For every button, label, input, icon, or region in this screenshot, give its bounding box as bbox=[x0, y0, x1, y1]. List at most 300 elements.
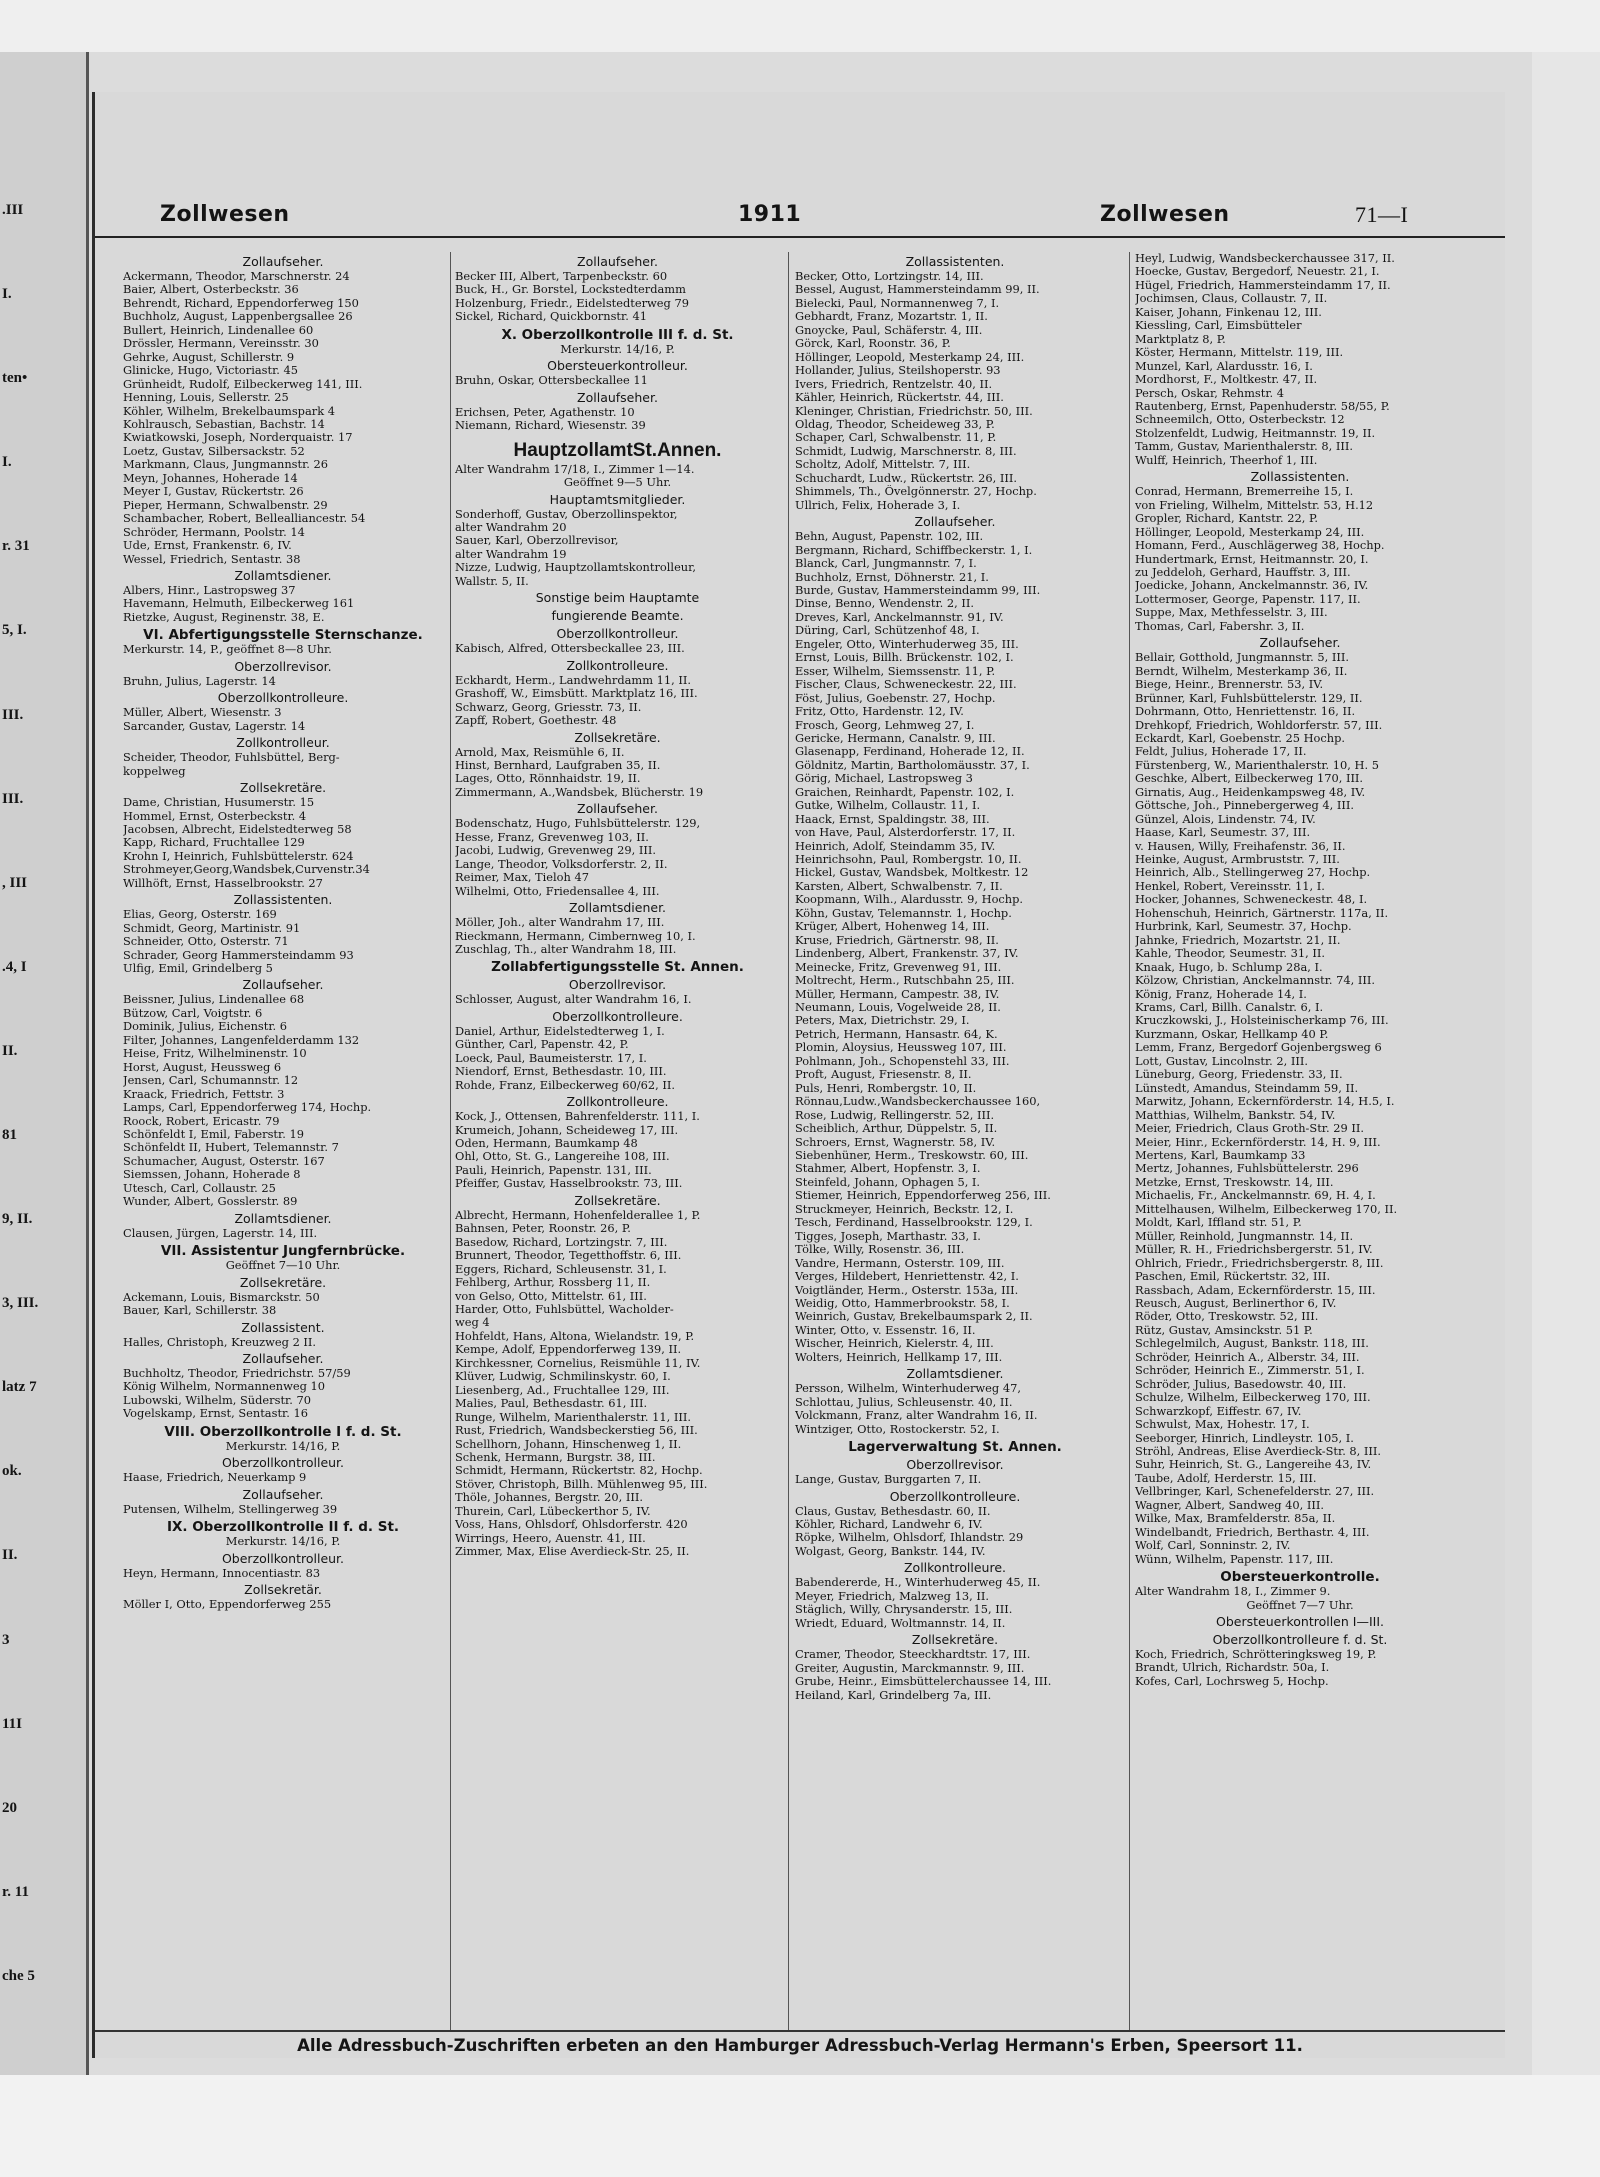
directory-entry: Hoecke, Gustav, Bergedorf, Neuestr. 21, I. bbox=[1135, 265, 1380, 279]
directory-entry: Jahnke, Friedrich, Mozartstr. 21, II. bbox=[1135, 933, 1341, 947]
directory-entry: Marwitz, Johann, Eckernförderstr. 14, H.5, I. bbox=[1135, 1095, 1395, 1109]
rank-heading: Oberzollkontrolleur. bbox=[556, 626, 679, 642]
directory-entry: Kleninger, Christian, Friedrichstr. 50, III. bbox=[795, 404, 1033, 418]
previous-page-fragment: latz 7 bbox=[2, 1379, 37, 1396]
directory-entry: Hundertmark, Ernst, Heitmannstr. 20, I. bbox=[1135, 552, 1369, 566]
directory-entry: Müller, R. H., Friedrichsbergerstr. 51, IV. bbox=[1135, 1243, 1373, 1257]
directory-entry: Wilhelmi, Otto, Friedensallee 4, III. bbox=[455, 884, 660, 898]
section-heading: X. Oberzollkontrolle III f. d. St. bbox=[501, 326, 734, 343]
directory-column-1 bbox=[123, 252, 443, 2032]
rank-heading: Zollkontrolleure. bbox=[566, 1094, 669, 1110]
rank-heading: Zollamtsdiener. bbox=[234, 1210, 332, 1226]
directory-entry: Plomin, Aloysius, Heussweg 107, III. bbox=[795, 1041, 1007, 1055]
directory-entry: Schrader, Georg Hammersteindamm 93 bbox=[123, 948, 354, 962]
directory-entry: Zimmermann, A.,Wandsbek, Blücherstr. 19 bbox=[455, 785, 704, 799]
directory-entry: Runge, Wilhelm, Marienthalerstr. 11, III. bbox=[455, 1410, 691, 1424]
previous-page-fragment: , III bbox=[2, 874, 28, 891]
directory-entry: Hommel, Ernst, Osterbeckstr. 4 bbox=[123, 809, 307, 823]
directory-entry: Kölzow, Christian, Anckelmannstr. 74, III. bbox=[1135, 974, 1375, 988]
directory-entry: Blanck, Carl, Jungmannstr. 7, I. bbox=[795, 557, 977, 571]
directory-entry: Ohl, Otto, St. G., Langereihe 108, III. bbox=[455, 1150, 670, 1164]
directory-entry: Munzel, Karl, Alardusstr. 16, I. bbox=[1135, 359, 1313, 373]
directory-column-3 bbox=[795, 252, 1115, 2032]
directory-entry: Pieper, Hermann, Schwalbenstr. 29 bbox=[123, 498, 328, 512]
directory-entry: v. Hausen, Willy, Freihafenstr. 36, II. bbox=[1135, 839, 1346, 853]
directory-entry: Wünn, Wilhelm, Papenstr. 117, III. bbox=[1135, 1552, 1334, 1566]
directory-entry: Marktplatz 8, P. bbox=[1135, 332, 1226, 346]
directory-entry: Lindenberg, Albert, Frankenstr. 37, IV. bbox=[795, 947, 1019, 961]
directory-entry: Buchholz, Ernst, Döhnerstr. 21, I. bbox=[795, 570, 989, 584]
directory-entry: Kurzmann, Oskar, Hellkamp 40 P. bbox=[1135, 1027, 1329, 1041]
directory-entry: Buchholtz, Theodor, Friedrichstr. 57/59 bbox=[123, 1367, 351, 1380]
directory-entry: Behrendt, Richard, Eppendorferweg 150 bbox=[123, 296, 359, 310]
directory-entry: Drehkopf, Friedrich, Wohldorferstr. 57, III. bbox=[1135, 718, 1383, 732]
directory-entry: Haase, Karl, Seumestr. 37, III. bbox=[1135, 826, 1311, 840]
directory-entry: Persch, Oskar, Rehmstr. 4 bbox=[1135, 386, 1285, 400]
directory-entry: Meier, Friedrich, Claus Groth-Str. 29 II. bbox=[1135, 1122, 1364, 1136]
office-hours: Geöffnet 7—10 Uhr. bbox=[225, 1258, 341, 1273]
directory-entry: Meier, Hinr., Eckernförderstr. 14, H. 9, III. bbox=[1135, 1135, 1381, 1149]
section-heading: Lagerverwaltung St. Annen. bbox=[848, 1439, 1062, 1456]
directory-entry: Neumann, Louis, Vogelweide 28, II. bbox=[795, 1001, 1001, 1015]
directory-entry: Drössler, Hermann, Vereinsstr. 30 bbox=[123, 337, 319, 351]
directory-entry: Alter Wandrahm 18, I., Zimmer 9. bbox=[1135, 1585, 1331, 1599]
directory-entry: Merkurstr. 14, P., geöffnet 8—8 Uhr. bbox=[123, 643, 332, 657]
directory-entry: Köhn, Gustav, Telemannstr. 1, Hochp. bbox=[795, 906, 1012, 920]
directory-entry: Lubowski, Wilhelm, Süderstr. 70 bbox=[123, 1393, 311, 1407]
directory-entry: Vellbringer, Karl, Schenefelderstr. 27, III. bbox=[1135, 1485, 1375, 1499]
directory-entry: Havemann, Helmuth, Eilbeckerweg 161 bbox=[123, 597, 355, 611]
header-section-left: Zollwesen bbox=[160, 202, 290, 227]
directory-entry: Wessel, Friedrich, Sentastr. 38 bbox=[123, 552, 301, 566]
directory-entry: Röpke, Wilhelm, Ohlsdorf, Ihlandstr. 29 bbox=[795, 1531, 1024, 1545]
directory-entry: Voigtländer, Herm., Osterstr. 153a, III. bbox=[795, 1283, 1019, 1297]
directory-entry: Zimmer, Max, Elise Averdieck-Str. 25, II. bbox=[455, 1545, 690, 1559]
rank-heading: Zollaufseher. bbox=[1259, 635, 1341, 651]
rank-heading: Oberzollrevisor. bbox=[906, 1457, 1004, 1473]
section-heading: VI. Abfertigungsstelle Sternschanze. bbox=[143, 627, 423, 644]
directory-entry: Schlottau, Julius, Schleusenstr. 40, II. bbox=[795, 1395, 1013, 1409]
directory-entry: Nizze, Ludwig, Hauptzollamtskontrolleur, bbox=[455, 561, 696, 575]
directory-entry: Suppe, Max, Methfesselstr. 3, III. bbox=[1135, 606, 1328, 620]
directory-entry: Vandre, Hermann, Osterstr. 109, III. bbox=[795, 1256, 1005, 1270]
directory-entry: Burde, Gustav, Hammersteindamm 99, III. bbox=[795, 583, 1041, 597]
directory-entry: Fehlberg, Arthur, Rossberg 11, II. bbox=[455, 1276, 651, 1290]
header-year: 1911 bbox=[738, 202, 802, 227]
directory-entry: Metzke, Ernst, Treskowstr. 14, III. bbox=[1135, 1175, 1334, 1189]
rank-heading: Zollassistenten. bbox=[905, 254, 1005, 269]
directory-entry: Steinfeld, Johann, Ophagen 5, I. bbox=[795, 1175, 981, 1189]
directory-entry: Proft, August, Friesenstr. 8, II. bbox=[795, 1068, 972, 1082]
office-hours: Geöffnet 7—7 Uhr. bbox=[1246, 1597, 1354, 1612]
previous-page-fragment: 3 bbox=[2, 1631, 10, 1648]
rank-heading: Oberzollkontrolleure f. d. St. bbox=[1212, 1631, 1388, 1647]
directory-entry: Lamps, Carl, Eppendorferweg 174, Hochp. bbox=[123, 1101, 372, 1115]
previous-page-fragment: III. bbox=[2, 706, 24, 723]
rank-heading: Zollaufseher. bbox=[242, 1351, 324, 1366]
directory-entry: Hurbrink, Karl, Seumestr. 37, Hochp. bbox=[1135, 920, 1352, 934]
rank-heading: Oberzollkontrolleur. bbox=[221, 1455, 345, 1471]
directory-entry: Wriedt, Eduard, Woltmannstr. 14, II. bbox=[795, 1616, 1006, 1630]
directory-entry: Hocker, Johannes, Schweneckestr. 48, I. bbox=[1135, 893, 1368, 907]
directory-entry: Gebhardt, Franz, Mozartstr. 1, II. bbox=[795, 310, 988, 324]
directory-entry: Daniel, Arthur, Eidelstedterweg 1, I. bbox=[455, 1024, 665, 1038]
directory-entry: Haack, Ernst, Spaldingstr. 38, III. bbox=[795, 812, 990, 826]
directory-entry: Schönfeldt I, Emil, Faberstr. 19 bbox=[123, 1128, 304, 1142]
directory-entry: Kiessling, Carl, Eimsbütteler bbox=[1135, 319, 1302, 333]
directory-entry: Schwarz, Georg, Griesstr. 73, II. bbox=[455, 700, 642, 714]
directory-entry: Kähler, Heinrich, Rückertstr. 44, III. bbox=[795, 391, 1004, 405]
directory-entry: Weinrich, Gustav, Brekelbaumspark 2, II. bbox=[795, 1310, 1033, 1324]
directory-entry: Karsten, Albert, Schwalbenstr. 7, II. bbox=[795, 879, 1003, 893]
directory-entry: Graichen, Reinhardt, Papenstr. 102, I. bbox=[795, 785, 1015, 799]
directory-entry: Stolzenfeldt, Ludwig, Heitmannstr. 19, II. bbox=[1135, 426, 1376, 440]
directory-entry: Loetz, Gustav, Silbersackstr. 52 bbox=[123, 444, 305, 458]
directory-entry: Kohlrausch, Sebastian, Bachstr. 14 bbox=[123, 417, 325, 431]
directory-entry: Albrecht, Hermann, Hohenfelderallee 1, P. bbox=[455, 1208, 701, 1222]
directory-entry: Rassbach, Adam, Eckernförderstr. 15, III. bbox=[1135, 1283, 1376, 1297]
section-heading: VII. Assistentur Jungfernbrücke. bbox=[160, 1243, 406, 1260]
directory-entry: Erichsen, Peter, Agathenstr. 10 bbox=[455, 405, 635, 419]
directory-entry: Struckmeyer, Heinrich, Beckstr. 12, I. bbox=[795, 1202, 1014, 1216]
section-heading: IX. Oberzollkontrolle II f. d. St. bbox=[166, 1519, 400, 1536]
directory-entry: Heyn, Hermann, Innocentiastr. 83 bbox=[123, 1566, 321, 1580]
directory-entry: Rose, Ludwig, Rellingerstr. 52, III. bbox=[795, 1108, 995, 1122]
directory-entry: Meinecke, Fritz, Grevenweg 91, III. bbox=[795, 960, 1002, 974]
previous-page-fragment: 9, II. bbox=[2, 1211, 33, 1228]
directory-entry: Schönfeldt II, Hubert, Telemannstr. 7 bbox=[123, 1141, 339, 1155]
directory-entry: Willhöft, Ernst, Hasselbrookstr. 27 bbox=[123, 876, 323, 890]
directory-entry: Eckhardt, Herm., Landwehrdamm 11, II. bbox=[455, 673, 691, 687]
rank-heading: Oberzollkontrolleur. bbox=[221, 1550, 345, 1566]
rank-heading: Oberzollkontrolleure. bbox=[552, 1008, 683, 1024]
directory-entry: Vogelskamp, Ernst, Sentastr. 16 bbox=[123, 1407, 308, 1421]
directory-entry: Wolters, Heinrich, Hellkamp 17, III. bbox=[795, 1350, 1003, 1364]
rank-heading: Zollassistenten. bbox=[1250, 469, 1350, 485]
directory-entry: Schambacher, Robert, Bellealliancestr. 54 bbox=[123, 512, 366, 526]
directory-entry: Gropler, Richard, Kantstr. 22, P. bbox=[1135, 512, 1318, 526]
previous-page-fragment: 20 bbox=[2, 1799, 17, 1816]
directory-entry: Köhler, Richard, Landwehr 6, IV. bbox=[795, 1517, 983, 1531]
directory-entry: Weidig, Otto, Hammerbrookstr. 58, I. bbox=[795, 1296, 1010, 1310]
directory-entry: Schneemilch, Otto, Osterbeckstr. 12 bbox=[1135, 413, 1345, 427]
section-heading: Zollabfertigungsstelle St. Annen. bbox=[491, 959, 744, 976]
directory-entry: Sonderhoff, Gustav, Oberzollinspektor, bbox=[455, 507, 678, 521]
section-heading: VIII. Oberzollkontrolle I f. d. St. bbox=[164, 1423, 402, 1440]
directory-entry: Kaiser, Johann, Finkenau 12, III. bbox=[1135, 305, 1322, 319]
directory-entry: Rönnau,Ludw.,Wandsbeckerchaussee 160, bbox=[795, 1095, 1041, 1109]
directory-entry: zu Jeddeloh, Gerhard, Hauffstr. 3, III. bbox=[1135, 565, 1351, 579]
directory-entry: Schlegelmilch, August, Bankstr. 118, III. bbox=[1135, 1337, 1369, 1351]
directory-entry: Winter, Otto, v. Essenstr. 16, II. bbox=[795, 1323, 976, 1337]
rank-heading: fungierende Beamte. bbox=[551, 608, 684, 624]
directory-entry: Rohde, Franz, Eilbeckerweg 60/62, II. bbox=[455, 1078, 675, 1092]
directory-entry: Heinrich, Alb., Stellingerweg 27, Hochp. bbox=[1135, 866, 1371, 880]
previous-page-fragment: I. bbox=[2, 286, 12, 303]
directory-entry: Wulff, Heinrich, Theerhof 1, III. bbox=[1135, 453, 1318, 467]
directory-entry: Taube, Adolf, Herderstr. 15, III. bbox=[1135, 1471, 1317, 1485]
directory-entry: Bruhn, Julius, Lagerstr. 14 bbox=[123, 674, 276, 688]
page-header bbox=[95, 200, 1505, 238]
directory-entry: Schumacher, August, Osterstr. 167 bbox=[123, 1154, 325, 1168]
directory-entry: Höllinger, Leopold, Mesterkamp 24, III. bbox=[1135, 525, 1365, 539]
directory-entry: Müller, Reinhold, Jungmannstr. 14, II. bbox=[1135, 1229, 1354, 1243]
directory-entry: Schuchardt, Ludw., Rückertstr. 26, III. bbox=[795, 471, 1018, 485]
directory-entry: Jacobi, Ludwig, Grevenweg 29, III. bbox=[455, 844, 656, 858]
directory-entry: Gutke, Wilhelm, Collaustr. 11, I. bbox=[795, 799, 981, 813]
directory-entry: Ernst, Louis, Billh. Brückenstr. 102, I. bbox=[795, 651, 1014, 665]
directory-entry: Glasenapp, Ferdinand, Hoherade 12, II. bbox=[795, 745, 1025, 759]
directory-entry: Göldnitz, Martin, Bartholomäusstr. 37, I. bbox=[795, 758, 1030, 772]
directory-entry: Geschke, Albert, Eilbeckerweg 170, III. bbox=[1135, 772, 1364, 786]
directory-entry: Lüneburg, Georg, Friedenstr. 33, II. bbox=[1135, 1068, 1343, 1082]
rank-heading: Zollsekretäre. bbox=[239, 780, 327, 796]
directory-entry: Schröder, Julius, Basedowstr. 40, III. bbox=[1135, 1377, 1347, 1391]
rank-heading: Sonstige beim Hauptamte bbox=[535, 590, 700, 606]
directory-entry: Filter, Johannes, Langenfelderdamm 132 bbox=[123, 1033, 360, 1047]
directory-entry: Heise, Fritz, Wilhelminenstr. 10 bbox=[123, 1047, 307, 1061]
directory-entry: Schröder, Hermann, Poolstr. 14 bbox=[123, 525, 305, 539]
directory-entry: Knaak, Hugo, b. Schlump 28a, I. bbox=[1135, 960, 1323, 974]
directory-entry: Grünheidt, Rudolf, Eilbeckerweg 141, III. bbox=[123, 377, 363, 391]
previous-page-fragment: I. bbox=[2, 454, 12, 471]
directory-entry: Müller, Albert, Wiesenstr. 3 bbox=[123, 706, 282, 720]
directory-entry: Kraack, Friedrich, Fettstr. 3 bbox=[123, 1087, 285, 1101]
directory-entry: Esser, Wilhelm, Siemssenstr. 11, P. bbox=[795, 664, 996, 678]
directory-entry: Brunnert, Theodor, Tegetthoffstr. 6, III. bbox=[455, 1249, 682, 1263]
directory-entry: Siebenhüner, Herm., Treskowstr. 60, III. bbox=[795, 1149, 1029, 1162]
directory-entry: Meyn, Johannes, Hoherade 14 bbox=[123, 471, 298, 485]
directory-entry: Thomas, Carl, Fabershr. 3, II. bbox=[1135, 619, 1305, 633]
publisher-footer: Alle Adressbuch-Zuschriften erbeten an den Hamburger Adressbuch-Verlag Hermann's Erben, Speersort 11. bbox=[95, 2030, 1505, 2055]
directory-entry: weg 4 bbox=[455, 1316, 490, 1330]
directory-entry: Loeck, Paul, Baumeisterstr. 17, I. bbox=[455, 1051, 647, 1065]
rank-heading: Zollsekretäre. bbox=[911, 1632, 999, 1648]
directory-entry: Klüver, Ludwig, Schmilinskystr. 60, I. bbox=[455, 1370, 671, 1384]
directory-entry: Müller, Hermann, Campestr. 38, IV. bbox=[795, 987, 1000, 1001]
directory-entry: Dominik, Julius, Eichenstr. 6 bbox=[123, 1020, 288, 1034]
directory-entry: Dreves, Karl, Anckelmannstr. 91, IV. bbox=[795, 610, 1004, 624]
directory-entry: Wagner, Albert, Sandweg 40, III. bbox=[1135, 1498, 1324, 1512]
directory-entry: Peters, Max, Dietrichstr. 29, I. bbox=[795, 1014, 970, 1028]
previous-page-fragment: r. 31 bbox=[2, 538, 30, 555]
directory-entry: koppelweg bbox=[123, 764, 186, 778]
directory-entry: Meyer, Friedrich, Malzweg 13, II. bbox=[795, 1589, 989, 1603]
directory-entry: Jensen, Carl, Schumannstr. 12 bbox=[123, 1074, 299, 1088]
directory-entry: Tigges, Joseph, Marthastr. 33, I. bbox=[795, 1229, 981, 1243]
rank-heading: Zollsekretär. bbox=[244, 1582, 322, 1598]
directory-entry: Eckardt, Karl, Goebenstr. 25 Hochp. bbox=[1135, 731, 1346, 745]
previous-page-fragment: 5, I. bbox=[2, 622, 27, 639]
directory-entry: Stäglich, Willy, Chrysanderstr. 15, III. bbox=[795, 1603, 1013, 1617]
directory-entry: Girnatis, Aug., Heidenkampsweg 48, IV. bbox=[1135, 785, 1366, 799]
directory-entry: Bessel, August, Hammersteindamm 99, II. bbox=[795, 283, 1040, 297]
directory-entry: Roock, Robert, Ericastr. 79 bbox=[123, 1114, 280, 1128]
directory-entry: Kirchkessner, Cornelius, Reismühle 11, IV. bbox=[455, 1356, 701, 1370]
rank-heading: Zollsekretäre. bbox=[574, 1192, 661, 1208]
directory-entry: Möller, Joh., alter Wandrahm 17, III. bbox=[455, 916, 665, 930]
rank-heading: Zollamtsdiener. bbox=[234, 567, 332, 583]
previous-page-fragment: .4, I bbox=[2, 958, 27, 975]
directory-entry: Höllinger, Leopold, Mesterkamp 24, III. bbox=[795, 350, 1025, 364]
directory-entry: Dame, Christian, Husumerstr. 15 bbox=[123, 796, 315, 810]
directory-entry: Markmann, Claus, Jungmannstr. 26 bbox=[123, 458, 329, 472]
directory-entry: Eggers, Richard, Schleusenstr. 31, I. bbox=[455, 1262, 667, 1276]
directory-entry: Babendererde, H., Winterhuderweg 45, II. bbox=[795, 1576, 1041, 1590]
directory-entry: Shimmels, Th., Övelgönnerstr. 27, Hochp. bbox=[795, 485, 1037, 499]
directory-entry: König, Franz, Hoherade 14, I. bbox=[1135, 987, 1307, 1001]
previous-page-fragment: r. 11 bbox=[2, 1883, 29, 1900]
directory-entry: Kwiatkowski, Joseph, Norderquaistr. 17 bbox=[123, 431, 353, 445]
directory-entry: Clausen, Jürgen, Lagerstr. 14, III. bbox=[123, 1226, 318, 1240]
header-page-number: 71—I bbox=[1355, 202, 1409, 227]
directory-entry: Göttsche, Joh., Pinnebergerweg 4, III. bbox=[1135, 799, 1354, 813]
directory-entry: Heyl, Ludwig, Wandsbeckerchaussee 317, II. bbox=[1135, 252, 1395, 265]
column-divider bbox=[788, 252, 789, 2032]
previous-page-fragment: 11I bbox=[2, 1715, 23, 1732]
directory-entry: Düring, Carl, Schützenhof 48, I. bbox=[795, 624, 980, 638]
directory-entry: Lott, Gustav, Lincolnstr. 2, III. bbox=[1135, 1054, 1309, 1068]
directory-entry: Koopmann, Wilh., Alardusstr. 9, Hochp. bbox=[795, 893, 1024, 907]
directory-entry: Putensen, Wilhelm, Stellingerweg 39 bbox=[123, 1502, 338, 1516]
directory-entry: Grashoff, W., Eimsbütt. Marktplatz 16, III. bbox=[455, 687, 698, 701]
rank-heading: Zollsekretäre. bbox=[574, 729, 661, 745]
directory-entry: Ullrich, Felix, Hoherade 3, I. bbox=[795, 498, 961, 512]
directory-entry: Gnoycke, Paul, Schäferstr. 4, III. bbox=[795, 323, 983, 337]
rank-heading: Zollaufseher. bbox=[577, 389, 658, 405]
directory-entry: Hollander, Julius, Steilshoperstr. 93 bbox=[795, 364, 1001, 378]
directory-entry: Brandt, Ulrich, Richardstr. 50a, I. bbox=[1135, 1661, 1330, 1675]
directory-entry: Becker, Otto, Lortzingstr. 14, III. bbox=[795, 270, 984, 283]
previous-page-fragment: III. bbox=[2, 790, 24, 807]
directory-entry: Ackemann, Louis, Bismarckstr. 50 bbox=[123, 1290, 320, 1304]
directory-entry: Horst, August, Heussweg 6 bbox=[123, 1060, 282, 1074]
directory-entry: Ulfig, Emil, Grindelberg 5 bbox=[123, 962, 273, 976]
directory-entry: Oldag, Theodor, Scheideweg 33, P. bbox=[795, 417, 995, 431]
directory-entry: Windelbandt, Friedrich, Berthastr. 4, III. bbox=[1135, 1525, 1370, 1539]
directory-entry: Scholtz, Adolf, Mittelstr. 7, III. bbox=[795, 458, 971, 472]
office-hours: Merkurstr. 14/16, P. bbox=[225, 1534, 341, 1549]
directory-entry: Hinst, Bernhard, Laufgraben 35, II. bbox=[455, 758, 661, 772]
column-divider bbox=[1129, 252, 1130, 2032]
directory-entry: Stiemer, Heinrich, Eppendorferweg 256, III. bbox=[795, 1189, 1051, 1203]
directory-entry: Thurein, Carl, Lübeckerthor 5, IV. bbox=[455, 1504, 651, 1518]
directory-entry: Wallstr. 5, II. bbox=[455, 574, 529, 588]
directory-entry: Ohlrich, Friedr., Friedrichsbergerstr. 8, III. bbox=[1135, 1256, 1384, 1270]
office-hours: Geöffnet 9—5 Uhr. bbox=[563, 475, 672, 490]
directory-entry: alter Wandrahm 19 bbox=[455, 547, 567, 561]
directory-entry: Tesch, Ferdinand, Hasselbrookstr. 129, I. bbox=[795, 1216, 1033, 1230]
rank-heading: Oberzollkontrolleure. bbox=[889, 1488, 1021, 1504]
directory-entry: Kempe, Adolf, Eppendorferweg 139, II. bbox=[455, 1343, 682, 1357]
directory-entry: Michaelis, Fr., Anckelmannstr. 69, H. 4, I. bbox=[1135, 1189, 1376, 1203]
directory-entry: Wolgast, Georg, Bankstr. 144, IV. bbox=[795, 1544, 986, 1558]
directory-entry: Bützow, Carl, Voigtstr. 6 bbox=[123, 1006, 263, 1020]
rank-heading: Oberzollrevisor. bbox=[568, 977, 667, 993]
directory-entry: Basedow, Richard, Lortzingstr. 7, III. bbox=[455, 1235, 668, 1249]
directory-entry: Brünner, Karl, Fuhlsbüttelerstr. 129, II. bbox=[1135, 691, 1363, 705]
directory-entry: Frosch, Georg, Lehmweg 27, I. bbox=[795, 718, 975, 732]
directory-entry: von Gelso, Otto, Mittelstr. 61, III. bbox=[455, 1289, 647, 1303]
directory-entry: Halles, Christoph, Kreuzweg 2 II. bbox=[123, 1335, 317, 1349]
office-hours: Merkurstr. 14/16, P. bbox=[225, 1438, 341, 1453]
directory-entry: Schmidt, Georg, Martinistr. 91 bbox=[123, 921, 301, 935]
directory-entry: Petrich, Hermann, Hansastr. 64, K. bbox=[795, 1027, 998, 1041]
directory-entry: Kahle, Theodor, Seumestr. 31, II. bbox=[1135, 947, 1326, 961]
directory-entry: Liesenberg, Ad., Fruchtallee 129, III. bbox=[455, 1383, 670, 1397]
directory-entry: Utesch, Carl, Collaustr. 25 bbox=[123, 1181, 276, 1195]
rank-heading: Zollkontrolleur. bbox=[236, 735, 330, 751]
rank-heading: Zollaufseher. bbox=[577, 801, 658, 817]
scan-margin-top bbox=[0, 0, 1600, 52]
directory-entry: Mertz, Johannes, Fuhlsbüttelerstr. 296 bbox=[1135, 1162, 1359, 1176]
directory-entry: Strohmeyer,Georg,Wandsbek,Curvenstr.34 bbox=[123, 863, 370, 877]
scan-margin-bottom bbox=[0, 2075, 1600, 2177]
directory-entry: Fischer, Claus, Schweneckestr. 22, III. bbox=[795, 678, 1017, 692]
directory-entry: Henning, Louis, Sellerstr. 25 bbox=[123, 391, 289, 405]
directory-page bbox=[92, 92, 1505, 2058]
directory-entry: Hohfeldt, Hans, Altona, Wielandstr. 19, P. bbox=[455, 1329, 695, 1343]
directory-entry: Schulze, Wilhelm, Eilbeckerweg 170, III. bbox=[1135, 1391, 1371, 1405]
directory-entry: Lages, Otto, Rönnhaidstr. 19, II. bbox=[455, 772, 641, 786]
directory-entry: Suhr, Heinrich, St. G., Langereihe 43, IV. bbox=[1135, 1458, 1372, 1472]
directory-entry: Röder, Otto, Treskowstr. 52, III. bbox=[1135, 1310, 1319, 1324]
directory-entry: Biege, Heinr., Brennerstr. 53, IV. bbox=[1135, 678, 1324, 692]
directory-entry: Kabisch, Alfred, Ottersbeckallee 23, III. bbox=[455, 642, 685, 656]
rank-heading: Zollassistent. bbox=[241, 1319, 325, 1335]
directory-entry: Kofes, Carl, Lochrsweg 5, Hochp. bbox=[1135, 1674, 1329, 1688]
column-divider bbox=[450, 252, 451, 2032]
directory-entry: Föst, Julius, Goebenstr. 27, Hochp. bbox=[795, 691, 996, 705]
directory-entry: Alter Wandrahm 17/18, I., Zimmer 1—14. bbox=[455, 462, 695, 476]
directory-entry: Albers, Hinr., Lastropsweg 37 bbox=[123, 583, 296, 597]
directory-entry: Jacobsen, Albrecht, Eidelstedterweg 58 bbox=[123, 822, 352, 836]
directory-entry: Schwulst, Max, Hohestr. 17, I. bbox=[1135, 1418, 1310, 1432]
directory-entry: Görck, Karl, Roonstr. 36, P. bbox=[795, 337, 951, 351]
rank-heading: Zollaufseher. bbox=[242, 977, 324, 993]
directory-entry: Moltrecht, Herm., Rutschbahn 25, III. bbox=[795, 974, 1015, 988]
directory-entry: Scheider, Theodor, Fuhlsbüttel, Berg- bbox=[123, 751, 340, 765]
directory-entry: Schmidt, Ludwig, Marschnerstr. 8, III. bbox=[795, 444, 1017, 458]
directory-entry: Schneider, Otto, Osterstr. 71 bbox=[123, 935, 289, 949]
directory-entry: Stöver, Christoph, Billh. Mühlenweg 95, III. bbox=[455, 1477, 708, 1491]
directory-entry: Arnold, Max, Reismühle 6, II. bbox=[455, 745, 625, 759]
directory-entry: Paschen, Emil, Rückertstr. 32, III. bbox=[1135, 1270, 1331, 1284]
directory-entry: Schellhorn, Johann, Hinschenweg 1, II. bbox=[455, 1437, 682, 1451]
directory-entry: Niendorf, Ernst, Bethesdastr. 10, III. bbox=[455, 1065, 667, 1079]
directory-entry: Kruse, Friedrich, Gärtnerstr. 98, II. bbox=[795, 933, 999, 947]
directory-entry: Zuschlag, Th., alter Wandrahm 18, III. bbox=[455, 942, 677, 956]
directory-entry: Günzel, Alois, Lindenstr. 74, IV. bbox=[1135, 812, 1316, 826]
directory-entry: Persson, Wilhelm, Winterhuderweg 47, bbox=[795, 1382, 1021, 1396]
directory-entry: Tölke, Willy, Rosenstr. 36, III. bbox=[795, 1243, 965, 1257]
previous-page-fragment: che 5 bbox=[2, 1967, 35, 1984]
directory-entry: Beissner, Julius, Lindenallee 68 bbox=[123, 993, 305, 1007]
directory-column-2 bbox=[455, 252, 780, 2032]
directory-entry: Homann, Ferd., Auschlägerweg 38, Hochp. bbox=[1135, 539, 1385, 553]
directory-entry: Köster, Hermann, Mittelstr. 119, III. bbox=[1135, 346, 1344, 360]
directory-entry: Pauli, Heinrich, Papenstr. 131, III. bbox=[455, 1163, 652, 1177]
directory-entry: Baier, Albert, Osterbeckstr. 36 bbox=[123, 283, 299, 297]
rank-heading: Hauptamtsmitglieder. bbox=[549, 491, 686, 507]
previous-page-fragment: 81 bbox=[2, 1127, 17, 1143]
directory-entry: Ströhl, Andreas, Elise Averdieck-Str. 8, III. bbox=[1135, 1444, 1382, 1458]
directory-entry: Rütz, Gustav, Amsinckstr. 51 P. bbox=[1135, 1323, 1313, 1337]
directory-entry: Rietzke, August, Reginenstr. 38, E. bbox=[123, 610, 325, 624]
directory-entry: Bodenschatz, Hugo, Fuhlsbüttelerstr. 129, bbox=[455, 817, 701, 831]
directory-entry: Lange, Theodor, Volksdorferstr. 2, II. bbox=[455, 857, 668, 871]
rank-heading: Zollamtsdiener. bbox=[568, 900, 667, 916]
